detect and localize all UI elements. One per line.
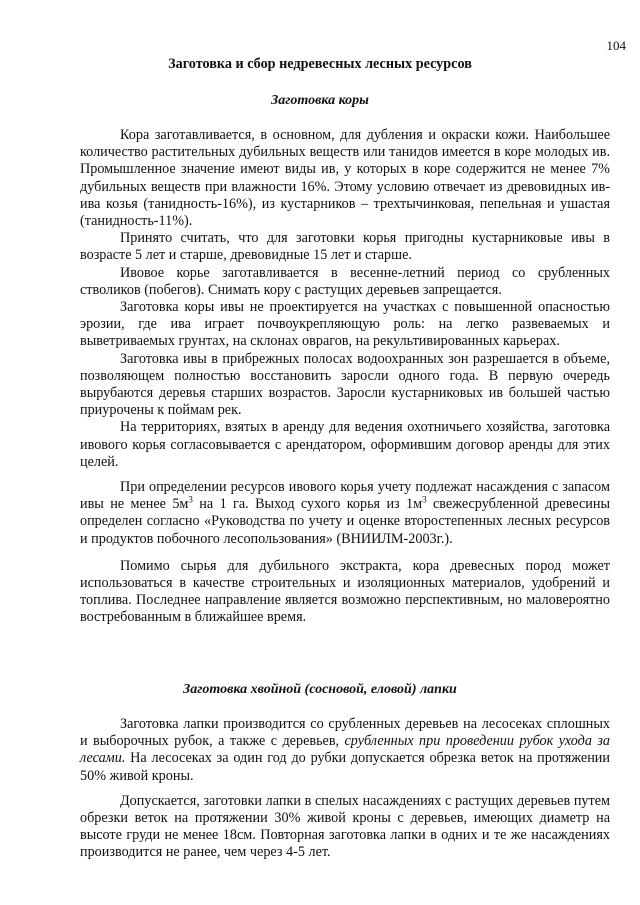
text-run: свежесрубленной древесины определен согласно «Руководства по учету и оценке второстепенных лесных ресурсов и продуктов побочного лесопользования» (ВНИИЛМ-2003г.). — [80, 496, 610, 547]
paragraph: Ивовое корье заготавливается в весенне-летний период со срубленных стволиков (побегов). Снимать кору с растущих деревьев запрещается. — [80, 264, 610, 298]
paragraph — [80, 716, 610, 785]
text-run: На лесосеках за один год до рубки допускается обрезка веток на протяжении 50% живой кроны. — [80, 750, 610, 784]
paragraph: Помимо сырья для дубильного экстракта, кора древесных пород может использоваться в качестве строительных и изоляционных материалов, удобрений и топлива. Последнее направление является возможно перспективным, но маловероятно востребованным в ближайшее время. — [80, 557, 610, 626]
paragraph: На территориях, взятых в аренду для ведения охотничьего хозяйства, заготовка ивового корья согласовывается с арендатором, оформившим договор аренды для этих целей. — [80, 419, 610, 470]
section-heading-needles: Заготовка хвойной (сосновой, еловой) лапки — [183, 682, 457, 697]
paragraph: Кора заготавливается, в основном, для дубления и окраски кожи. Наибольшее количество растительных дубильных веществ или танидов имеется в коре молодых ив. Промышленное значение имеют виды ив, у которых в коре содержится не менее 7% дубильных веществ при влажности 16%. Этому условию отвечает из древовидных ив- ива козья (танидность-16%), из кустарников – трехтычинковая, пепельная и ушастая (танидность-11%). — [80, 127, 610, 230]
page-number: 104 — [606, 38, 626, 53]
superscript: 3 — [422, 494, 427, 505]
text-run: Заготовка лапки производится со срубленных деревьев на лесосеках сплошных и выборочных рубок, а также с деревьев, — [80, 716, 610, 750]
section-body-needles — [80, 716, 610, 862]
page-title: Заготовка и сбор недревесных лесных ресурсов — [168, 56, 472, 72]
superscript: 3 — [188, 494, 193, 505]
paragraph: Допускается, заготовки лапки в спелых насаждениях с растущих деревьев путем обрезки веток на протяжении 30% живой кроны с деревьев, имеющих диаметр на высоте груди не менее 18см. Повторная заготовка лапки в одних и те же насаждениях производится не ранее, чем через 4-5 лет. — [80, 792, 610, 861]
section-body-bark — [80, 127, 610, 627]
italic-text: срубленных при проведении рубок ухода за лесами. — [80, 733, 610, 767]
paragraph — [80, 479, 610, 548]
text-run: При определении ресурсов ивового корья учету подлежат насаждения с запасом ивы не менее 5м — [80, 479, 610, 513]
section-heading-bark: Заготовка коры — [271, 93, 369, 108]
paragraph: Заготовка ивы в прибрежных полосах водоохранных зон разрешается в объеме, позволяющем полностью восстановить заросли одного года. В первую очередь вырубаются деревья старших возрастов. Заросли кустарниковых ив большей частью приурочены к поймам рек. — [80, 350, 610, 419]
text-run: на 1 га. Выход сухого корья из 1м — [192, 496, 423, 513]
paragraph: Принято считать, что для заготовки корья пригодны кустарниковые ивы в возрасте 5 лет и старше, древовидные 15 лет и старше. — [80, 230, 610, 264]
paragraph: Заготовка коры ивы не проектируется на участках с повышенной опасностью эрозии, где ива играет почвоукрепляющую роль: на легко развеваемых и выветриваемых грунтах, на склонах оврагов, на рекультивированных карьерах. — [80, 299, 610, 350]
